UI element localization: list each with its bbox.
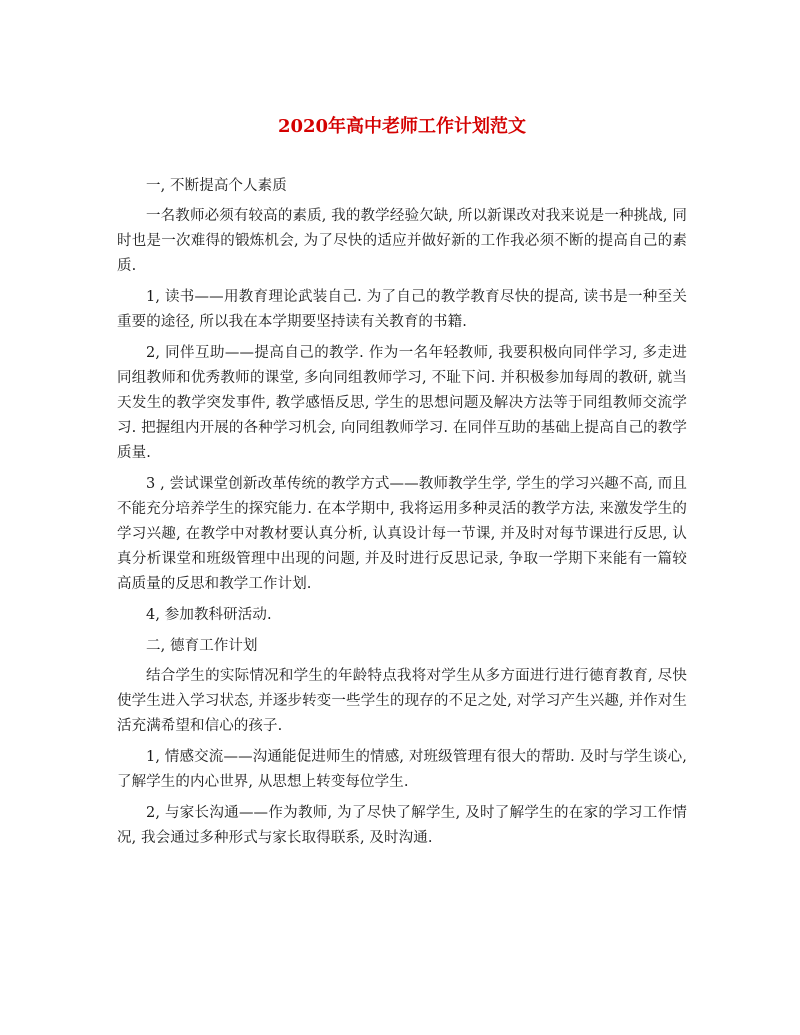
paragraph-intro: 一名教师必须有较高的素质, 我的教学经验欠缺, 所以新课改对我来说是一种挑战, 同时也是一次难得的锻炼机会, 为了尽快的适应并做好新的工作我必须不断的提高自己的素质. xyxy=(117,208,687,274)
paragraph-moral-intro: 结合学生的实际情况和学生的年龄特点我将对学生从多方面进行进行德育教育, 尽快使学生进入学习状态, 并逐步转变一些学生的现存的不足之处, 对学习产生兴趣, 并作对生活充满希望和信心的孩子. xyxy=(117,668,687,734)
section-heading-1: 一, 不断提高个人素质 xyxy=(146,178,287,194)
document-body xyxy=(117,174,687,857)
paragraph-moral-item-2: 2, 与家长沟通——作为教师, 为了尽快了解学生, 及时了解学生的在家的学习工作情况, 我会通过多种形式与家长取得联系, 及时沟通. xyxy=(117,805,687,846)
paragraph-item-3: 3 , 尝试课堂创新改革传统的教学方式——教师教学生学, 学生的学习兴趣不高, 而且不能充分培养学生的探究能力. 在本学期中, 我将运用多种灵活的教学方法, 来激发学生的学习兴趣, 在教学中对教材要认真分析, 认真设计每一节课, 并及时对每节课进行反思, 认真分析课堂和班级管理中出现的问题, 并及时进行反思记录, 争取一学期下来能有一篇较高质量的反思和教学工作计划. xyxy=(117,476,687,592)
paragraph-item-2: 2, 同伴互助——提高自己的教学. 作为一名年轻教师, 我要积极向同伴学习, 多走进同组教师和优秀教师的课堂, 多向同组教师学习, 不耻下问. 并积极参加每周的教研, 就当天发生的教学突发事件, 教学感悟反思, 学生的思想问题及解决方法等于同组教师交流学习. 把握组内开展的各种学习机会, 向同组教师学习. 在同伴互助的基础上提高自己的教学质量. xyxy=(117,345,687,461)
paragraph-item-1: 1, 读书——用教育理论武装自己. 为了自己的教学教育尽快的提高, 读书是一种至关重要的途径, 所以我在本学期要坚持读有关教育的书籍. xyxy=(117,289,687,330)
section-heading-2: 二, 德育工作计划 xyxy=(146,638,258,654)
paragraph-moral-item-1: 1, 情感交流——沟通能促进师生的情感, 对班级管理有很大的帮助. 及时与学生谈心, 了解学生的内心世界, 从思想上转变每位学生. xyxy=(117,749,687,790)
document-title: 2020年高中老师工作计划范文 xyxy=(277,116,527,137)
paragraph-item-4: 4, 参加教科研活动. xyxy=(146,607,272,623)
